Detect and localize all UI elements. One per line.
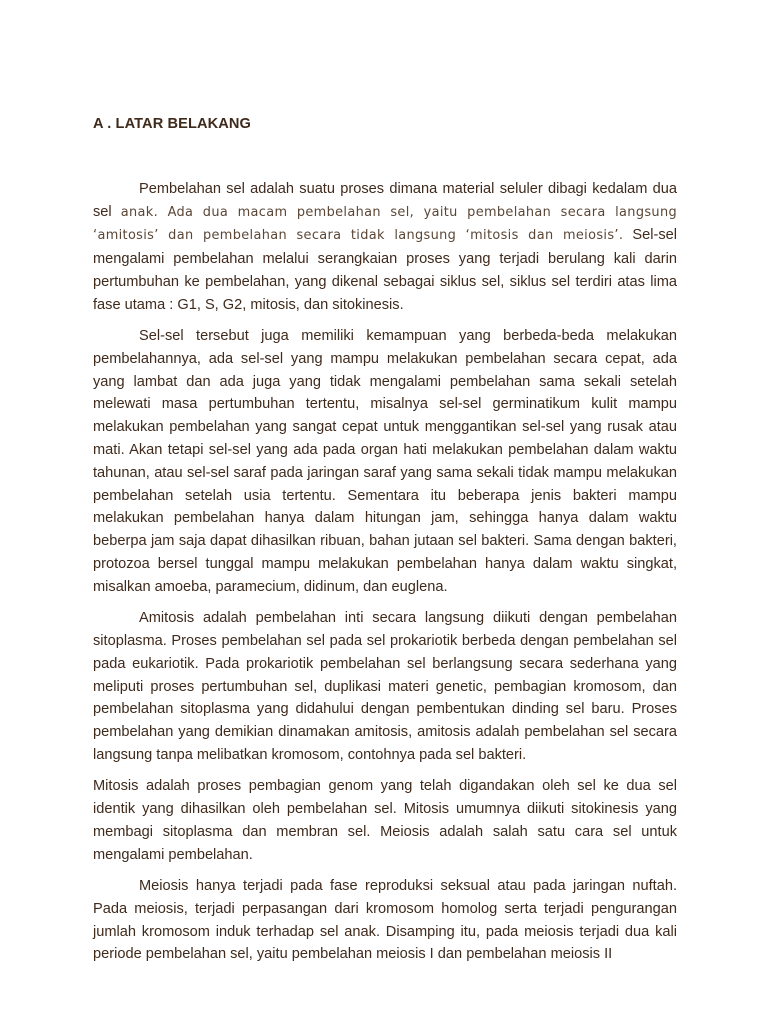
paragraph-intro-part1: Pembelahan sel adalah suatu proses dimana material seluler dibagi kedalam dua sel — [93, 180, 677, 220]
paragraph-meiosis: Meiosis hanya terjadi pada fase reproduksi seksual atau pada jaringan nuftah. Pada meiosis, terjadi perpasangan dari kromosom homolog serta terjadi pengurangan jumlah kromosom induk terhadap sel anak. Disamping itu, pada meiosis terjadi dua kali periode pembelahan sel, yaitu pembelahan meiosis I dan pembelahan meiosis II — [93, 877, 677, 963]
paragraph-mitosis: Mitosis adalah proses pembagian genom yang telah digandakan oleh sel ke dua sel identik yang dihasilkan oleh pembelahan sel. Mitosis umumnya diikuti sitokinesis yang membagi sitoplasma dan membran sel. Meiosis adalah salah satu cara sel untuk mengalami pembelahan. — [93, 778, 677, 863]
paragraph-amitosis: Amitosis adalah pembelahan inti secara langsung diikuti dengan pembelahan sitoplasma. Proses pembelahan sel pada sel prokariotik berbeda dengan pembelahan sel pada eukariotik. Pada prokariotik pembelahan sel berlangsung secara sederhana yang meliputi proses pertumbuhan sel, duplikasi materi genetic, pembagian kromosom, dan pembelahan sitoplasma yang didahului dengan pembentukan dinding sel baru. Proses pembelahan yang demikian dinamakan amitosis, amitosis adalah pembelahan sel secara langsung tanpa melibatkan kromosom, contohnya pada sel bakteri. — [93, 610, 677, 763]
section-heading: A . LATAR BELAKANG — [93, 116, 251, 132]
paragraph-cell-division-speed: Sel-sel tersebut juga memiliki kemampuan yang berbeda-beda melakukan pembelahannya, ada sel-sel yang mampu melakukan pembelahan secara cepat, ada yang lambat dan ada juga yang tidak mengalami pembelahan sama sekali setelah melewati masa pertumbuhan tertentu, misalnya sel-sel germinatikum kulit mampu melakukan pembelahan yang sangat cepat untuk menggantikan sel-sel yang rusak atau mati. Akan tetapi sel-sel yang ada pada organ hati melakukan pembelahan dalam waktu tahunan, atau sel-sel saraf pada jaringan saraf yang sama sekali tidak mampu melakukan pembelahan setelah usia tertentu. Sementara itu beberapa jenis bakteri mampu melakukan pembelahan hanya dalam hitungan jam, sehingga hanya dalam waktu beberpa jam saja dapat dihasilkan ribuan, bahan jutaan sel bakteri. Sama dengan bakteri, protozoa bersel tunggal mampu melakukan pembelahan hanya dalam waktu singkat, misalkan amoeba, paramecium, didinum, dan euglena. — [93, 328, 677, 595]
paragraph-intro — [93, 178, 677, 317]
paragraph-intro-part3: Sel-sel mengalami pembelahan melalui serangkaian proses yang terjadi berulang kali darin pertumbuhan ke pembelahan, yang dikenal sebagai siklus sel, siklus sel terdiri atas lima fase utama : G1, S, G2, mitosis, dan sitokinesis. — [93, 227, 677, 313]
paragraph-intro-part2: anak. Ada dua macam pembelahan sel, yaitu pembelahan secara langsung ‘amitosis’ dan pembelahan secara tidak langsung ‘mitosis dan meiosis’. — [93, 204, 677, 244]
